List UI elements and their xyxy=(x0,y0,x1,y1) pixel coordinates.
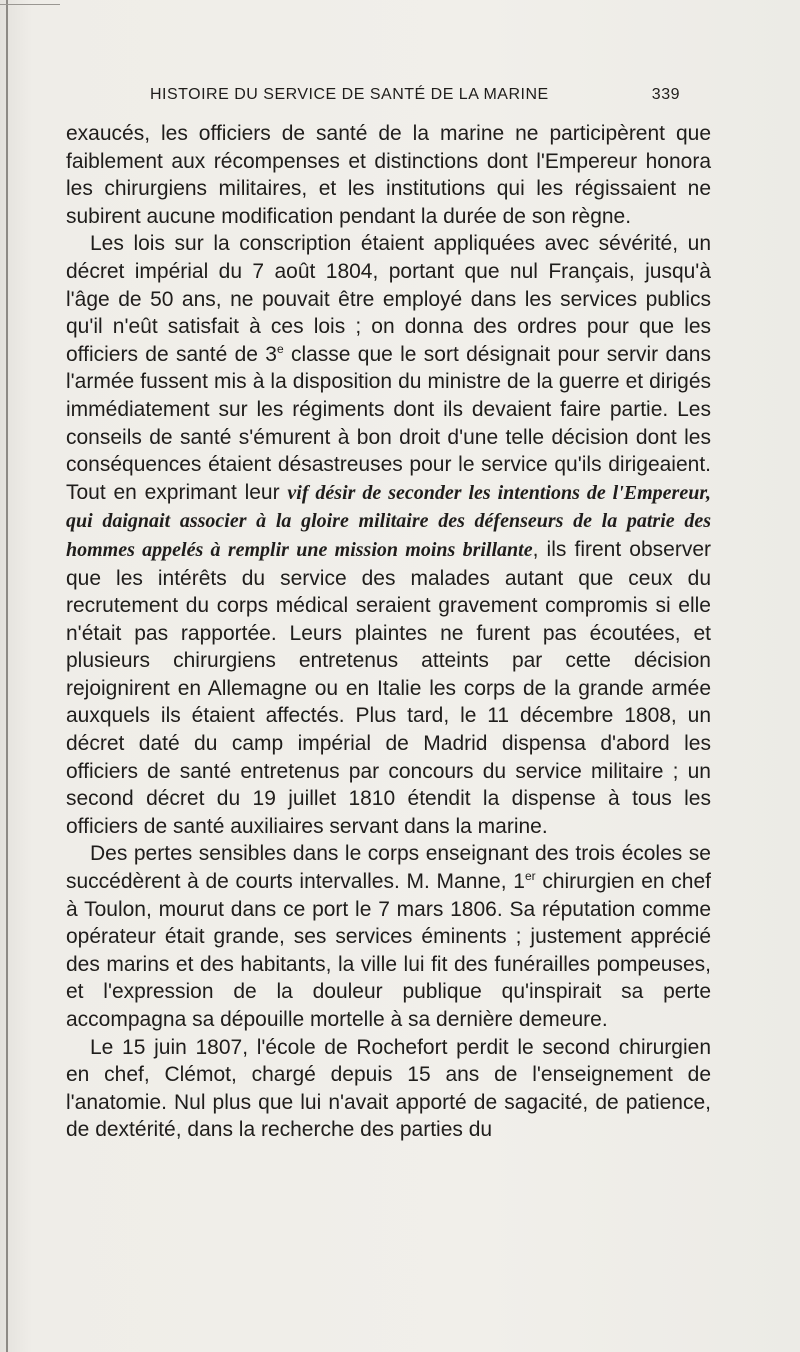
paragraph-2-text-mid: classe que le sort désignait pour servir dans l'armée fussent mis à la disposition du ministre de la guerre et dirigés immédiatement sur les régiments dont ils devaient faire partie. Les conseils de santé s'émurent à bon droit d'une telle décision dont les conséquences étaient désastreuses pour le service qu'ils dirigeaient. Tout en exprimant leur xyxy=(66,342,711,504)
paragraph-4-text: Le 15 juin 1807, l'école de Rochefort perdit le second chirurgien en chef, Clémot, chargé depuis 15 ans de l'enseignement de l'anatomie. Nul plus que lui n'avait apporté de sagacité, de patience, de dextérité, dans la recherche des parties du xyxy=(66,1035,711,1142)
paragraph-1-text: exaucés, les officiers de santé de la marine ne participèrent que faiblement aux récompenses et distinctions dont l'Empereur honora les chirurgiens militaires, et les institutions qui les régissaient ne subirent aucune modification pendant la durée de son règne. xyxy=(66,122,711,228)
page-binding-edge xyxy=(6,0,8,1352)
body-text xyxy=(66,120,711,1144)
paragraph-3-text-end: chirurgien en chef à Toulon, mourut dans ce port le 7 mars 1806. Sa réputation comme opérateur était grande, ses services éminents ; justement apprécié des marins et des habitants, la ville lui fit des funérailles pompeuses, et l'expression de la douleur publique qu'inspirait sa perte accompagna sa dépouille mortelle à sa dernière demeure. xyxy=(66,870,711,1031)
running-title: HISTOIRE DU SERVICE DE SANTÉ DE LA MARINE xyxy=(150,86,549,103)
superscript-e: e xyxy=(276,341,284,356)
paragraph-2-text-start: Les lois sur la conscription étaient appliquées avec sévérité, un décret impérial du 7 août 1804, portant que nul Français, jusqu'à l'âge de 50 ans, ne pouvait être employé dans les services publics qu'il n'eût satisfait à ces lois ; on donna des ordres pour que les officiers de santé de 3 xyxy=(66,232,711,366)
paragraph-3 xyxy=(66,840,711,1033)
paragraph-4 xyxy=(66,1034,711,1144)
page-corner-rule xyxy=(0,4,60,5)
page-number: 339 xyxy=(651,86,680,103)
running-header xyxy=(150,86,680,104)
superscript-er: er xyxy=(524,869,536,884)
paragraph-3-text-start: Des pertes sensibles dans le corps enseignant des trois écoles se succédèrent à de courts intervalles. M. Manne, 1 xyxy=(66,842,711,894)
paragraph-2 xyxy=(66,230,711,840)
paragraph-1 xyxy=(66,120,711,230)
italic-quotation: vif désir de seconder les intentions de l'Empereur, qui daignait associer à la gloire militaire des défenseurs de la patrie des hommes appelés à remplir une mission moins brillante xyxy=(66,481,711,561)
paragraph-2-text-end: , ils firent observer que les intérêts du service des malades autant que ceux du recrutement du corps médical seraient gravement compromis si elle n'était pas rapportée. Leurs plaintes ne furent pas écoutées, et plusieurs chirurgiens entretenus atteints par cette décision rejoignirent en Allemagne ou en Italie les corps de la grande armée auxquels ils étaient affectés. Plus tard, le 11 décembre 1808, un décret daté du camp impérial de Madrid dispensa d'abord les officiers de santé entretenus par concours du service militaire ; un second décret du 19 juillet 1810 étendit la dispense à tous les officiers de santé auxiliaires servant dans la marine. xyxy=(66,537,711,838)
